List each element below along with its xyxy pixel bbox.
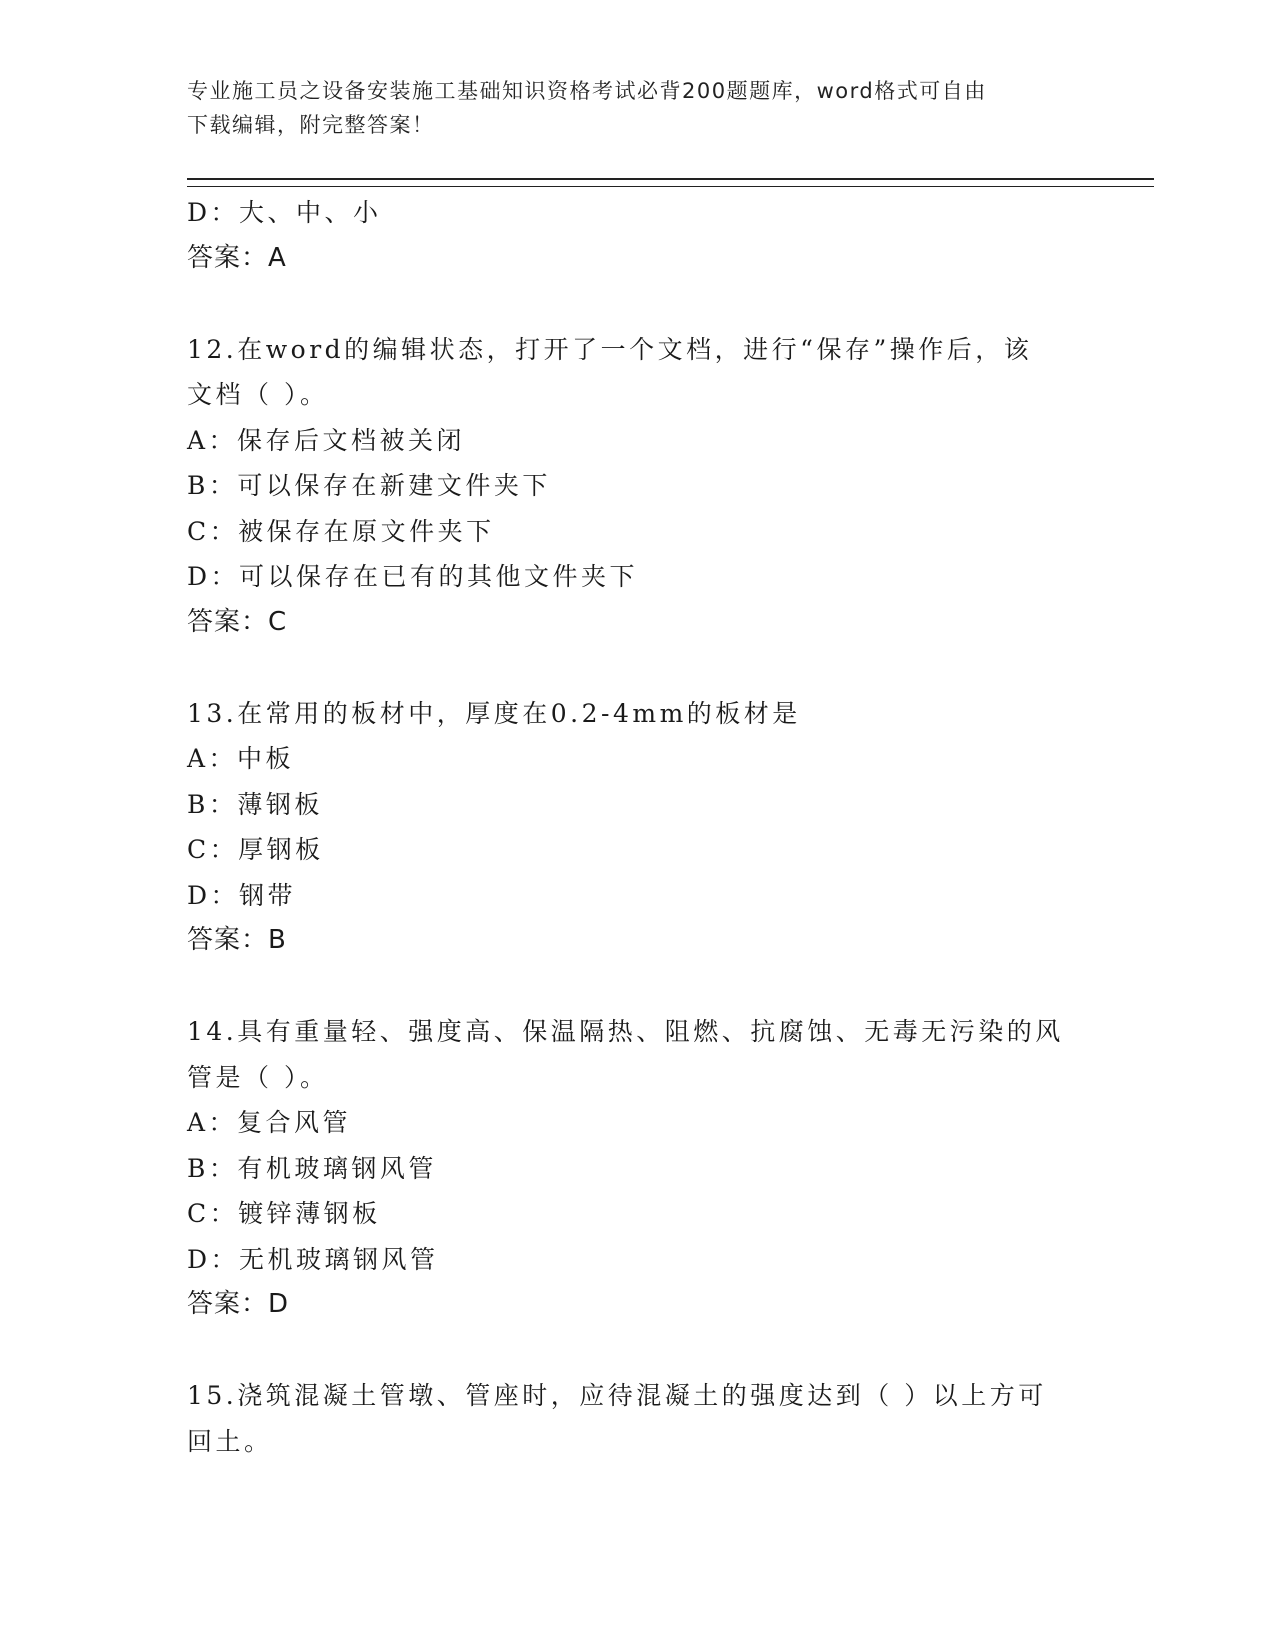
option-b: B：薄钢板 [187, 789, 323, 819]
document-header [187, 74, 1087, 142]
spacer [187, 645, 1087, 691]
option-a: A：保存后文档被关闭 [187, 425, 466, 455]
spacer [187, 281, 1087, 327]
question-stem-line: 回土。 [187, 1426, 273, 1456]
document-body [187, 190, 1087, 1464]
option-a: A：复合风管 [187, 1108, 352, 1137]
option-b: B：可以保存在新建文件夹下 [187, 471, 551, 500]
question-12 [187, 327, 1087, 646]
question-stem-line: 12.在word的编辑状态，打开了一个文档，进行“保存”操作后，该 [187, 334, 1033, 364]
question-14 [187, 1009, 1087, 1328]
question-11-continued [187, 190, 1087, 281]
question-stem-line: 14.具有重量轻、强度高、保温隔热、阻燃、抗腐蚀、无毒无污染的风 [187, 1017, 1064, 1046]
header-line-1: 专业施工员之设备安装施工基础知识资格考试必背200题题库，word格式可自由 [187, 79, 987, 103]
answer-line: 答案：A [187, 242, 287, 273]
option-c: C：被保存在原文件夹下 [187, 516, 495, 546]
spacer [187, 964, 1087, 1010]
option-c: C：镀锌薄钢板 [187, 1199, 381, 1228]
answer-line: 答案：B [187, 925, 287, 955]
option-d: D：钢带 [187, 880, 297, 910]
question-stem-line: 15.浇筑混凝土管墩、管座时，应待混凝土的强度达到（ ）以上方可 [187, 1381, 1047, 1410]
option-a: A：中板 [187, 744, 295, 773]
option-d: D：可以保存在已有的其他文件夹下 [187, 562, 639, 591]
answer-line: 答案：C [187, 606, 288, 637]
spacer [187, 1328, 1087, 1374]
question-stem-line: 13.在常用的板材中，厚度在0.2-4mm的板材是 [187, 698, 801, 728]
question-stem-line: 管是（ ）。 [187, 1062, 329, 1092]
question-stem-line: 文档（ ）。 [187, 380, 329, 409]
option-d: D：大、中、小 [187, 198, 382, 227]
option-c: C：厚钢板 [187, 835, 324, 864]
header-line-2: 下载编辑，附完整答案！ [187, 113, 435, 137]
question-13 [187, 691, 1087, 964]
answer-line: 答案：D [187, 1289, 290, 1319]
option-b: B：有机玻璃钢风管 [187, 1153, 437, 1183]
header-divider [187, 178, 1154, 187]
question-15 [187, 1373, 1087, 1464]
option-d: D：无机玻璃钢风管 [187, 1244, 439, 1274]
